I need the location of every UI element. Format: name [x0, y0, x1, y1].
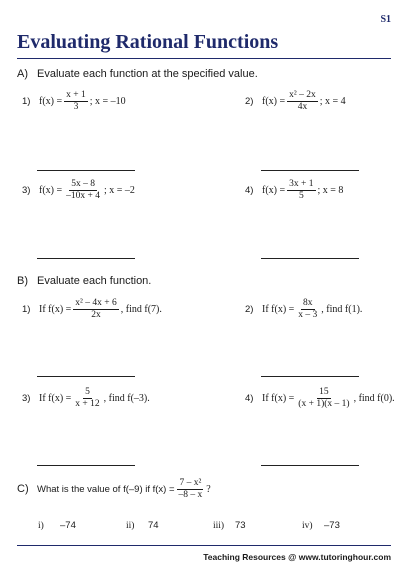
problem-tail: , find f(1). — [321, 303, 363, 315]
footer-divider — [17, 545, 391, 546]
answer-line[interactable] — [261, 376, 359, 377]
option-value: –74 — [60, 520, 76, 531]
option-roman: i) — [38, 521, 44, 531]
numerator: x + 1 — [66, 89, 86, 100]
fraction — [64, 179, 102, 202]
problem-tail: , find f(7). — [120, 303, 162, 315]
option-value: 73 — [235, 520, 246, 531]
option-i[interactable] — [38, 520, 76, 531]
denominator: (x + 1)(x – 1) — [298, 398, 350, 409]
section-b-heading — [17, 275, 151, 287]
denominator: 4x — [297, 101, 308, 112]
fraction — [296, 387, 351, 410]
option-roman: iii) — [213, 521, 225, 531]
numerator: 5 — [85, 386, 90, 397]
function-lhs: If f(x) = — [262, 303, 295, 315]
denominator: x + 12 — [75, 398, 100, 409]
problem-tail: ; x = 4 — [319, 95, 346, 107]
page-title: Evaluating Rational Functions — [17, 31, 279, 53]
numerator: 15 — [319, 386, 329, 397]
denominator: –8 – x — [178, 489, 203, 500]
problem-b2 — [245, 295, 362, 323]
denominator: x – 3 — [298, 309, 318, 320]
option-value: 74 — [148, 520, 159, 531]
section-letter: C) — [17, 483, 29, 495]
problem-tail: ; x = –2 — [104, 184, 135, 196]
problem-a3 — [22, 176, 135, 204]
function-lhs: f(x) = — [39, 184, 63, 196]
numerator: 7 – x² — [179, 477, 202, 488]
problem-b3 — [22, 384, 150, 412]
section-letter: A) — [17, 68, 28, 80]
answer-line[interactable] — [261, 258, 359, 259]
problem-number: 4) — [245, 392, 254, 404]
answer-line[interactable] — [37, 170, 135, 171]
option-iii[interactable] — [213, 520, 246, 531]
denominator: 5 — [298, 190, 304, 201]
problem-tail: ; x = 8 — [317, 184, 344, 196]
section-c-question — [17, 475, 211, 503]
problem-tail: ; x = –10 — [89, 95, 126, 107]
numerator: x² – 4x + 6 — [75, 297, 117, 308]
problem-a2 — [245, 87, 346, 115]
question-end: ? — [206, 483, 211, 495]
numerator: 3x + 1 — [289, 178, 314, 189]
problem-number: 1) — [22, 95, 31, 107]
problem-b1 — [22, 295, 162, 323]
footer-label: Teaching Resources @ — [203, 552, 297, 562]
problem-tail: , find f(0). — [353, 392, 395, 404]
problem-number: 3) — [22, 184, 31, 196]
denominator: 3 — [73, 101, 79, 112]
problem-number: 4) — [245, 184, 254, 196]
option-value: –73 — [324, 520, 340, 531]
function-lhs: f(x) = — [262, 184, 286, 196]
problem-number: 3) — [22, 392, 31, 404]
section-a-heading — [17, 68, 258, 80]
fraction — [287, 179, 315, 202]
problem-number: 2) — [245, 95, 254, 107]
numerator: 8x — [303, 297, 313, 308]
section-instruction: Evaluate each function. — [37, 275, 152, 287]
problem-a1 — [22, 87, 126, 115]
section-instruction: Evaluate each function at the specified value. — [37, 68, 258, 80]
option-iv[interactable] — [302, 520, 340, 531]
function-lhs: If f(x) = — [39, 303, 72, 315]
problem-b4 — [245, 384, 395, 412]
numerator: 5x – 8 — [71, 178, 95, 189]
denominator: 2x — [91, 309, 101, 320]
footer-site-link[interactable]: www.tutoringhour.com — [298, 552, 391, 562]
function-lhs: f(x) = — [262, 95, 286, 107]
problem-tail: , find f(–3). — [103, 392, 150, 404]
answer-line[interactable] — [37, 465, 135, 466]
problem-a4 — [245, 176, 343, 204]
fraction — [73, 387, 101, 410]
function-lhs: If f(x) = — [39, 392, 72, 404]
function-lhs: f(x) = — [39, 95, 63, 107]
problem-number: 2) — [245, 303, 254, 315]
option-roman: ii) — [126, 521, 135, 531]
option-roman: iv) — [302, 521, 313, 531]
problem-number: 1) — [22, 303, 31, 315]
answer-line[interactable] — [37, 376, 135, 377]
answer-line[interactable] — [37, 258, 135, 259]
fraction — [73, 298, 118, 321]
footer — [203, 552, 391, 562]
numerator: x² – 2x — [289, 89, 316, 100]
fraction — [177, 478, 205, 501]
title-divider — [17, 58, 391, 59]
worksheet-code: S1 — [380, 14, 391, 25]
fraction — [296, 298, 319, 321]
function-lhs: If f(x) = — [262, 392, 295, 404]
question-text: What is the value of f(–9) if f(x) = — [37, 483, 175, 495]
answer-line[interactable] — [261, 170, 359, 171]
answer-line[interactable] — [261, 465, 359, 466]
fraction — [64, 90, 88, 113]
option-ii[interactable] — [126, 520, 159, 531]
section-letter: B) — [17, 275, 28, 287]
denominator: –10x + 4 — [66, 190, 100, 201]
fraction — [287, 90, 318, 113]
